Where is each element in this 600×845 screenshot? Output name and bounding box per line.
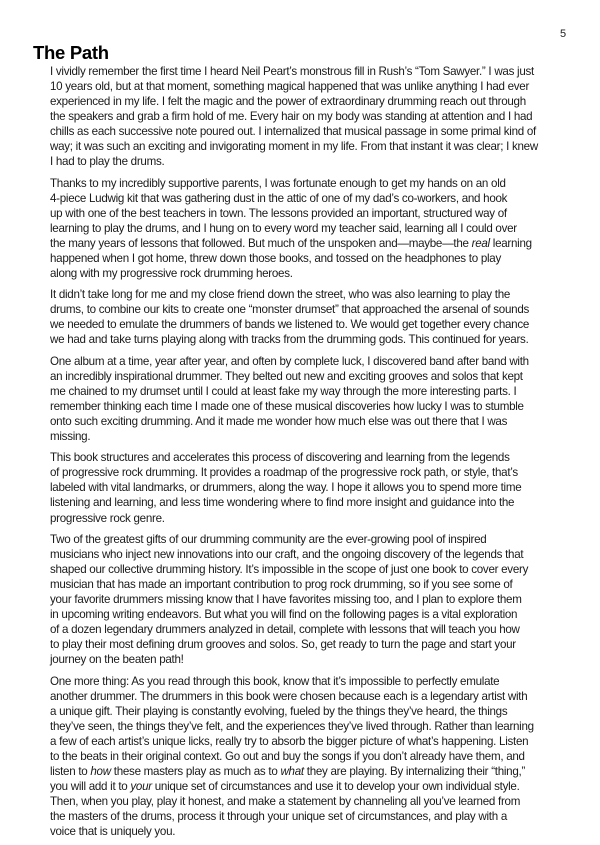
text-segment: of a dozen legendary drummers analyzed in detail, complete with lessons that will teach you how: [50, 623, 520, 637]
text-line: [50, 154, 570, 169]
text-line: [50, 562, 570, 577]
text-segment: listen to: [50, 764, 91, 778]
text-segment: One more thing: As you read through this book, know that it’s impossible to perfectly emulate: [50, 674, 500, 688]
paragraph: [50, 176, 570, 281]
text-line: [50, 429, 570, 444]
text-segment: listening and learning, and less time wondering where to find more insight and guidance into the: [50, 496, 515, 510]
text-segment: progressive rock genre.: [50, 511, 165, 525]
paragraph: [50, 64, 570, 169]
text-segment: journey on the beaten path!: [50, 653, 184, 667]
text-segment: missing.: [50, 429, 91, 443]
body-text: [50, 64, 570, 845]
text-line: [50, 465, 570, 480]
text-segment: 10 years old, but at that moment, something magical happened that was unlike anything I had ever: [50, 80, 530, 94]
text-segment: these masters play as much as to: [110, 764, 281, 778]
text-line: [50, 511, 570, 526]
text-line: [50, 124, 570, 139]
paragraph: [50, 674, 570, 840]
text-line: [50, 354, 570, 369]
text-line: [50, 689, 570, 704]
text-line: [50, 749, 570, 764]
text-line: [50, 109, 570, 124]
text-line: [50, 495, 570, 510]
text-segment: they are playing. By internalizing their “thing,”: [303, 764, 526, 778]
text-line: [50, 369, 570, 384]
text-segment: the many years of lessons that followed. But much of the unspoken and—maybe—the: [50, 236, 472, 250]
text-segment: a unique gift. Their playing is constantly evolving, fueled by the things they’ve heard, the things: [50, 704, 508, 718]
text-line: [50, 734, 570, 749]
text-segment: up with one of the best teachers in town. The lessons provided an important, structured way of: [50, 206, 507, 220]
text-segment: remember thinking each time I made one of these musical discoveries how lucky I was to stumble: [50, 399, 524, 413]
text-line: [50, 94, 570, 109]
text-segment: Then, when you play, play it honest, and make a statement by channeling all you’ve learned from: [50, 794, 521, 808]
text-line: [50, 251, 570, 266]
paragraph: [50, 354, 570, 444]
text-segment: they’ve seen, the things they’ve felt, and the experiences they’ve lived through. Rather than learning: [50, 719, 534, 733]
text-segment: the masters of the drums, process it through your unique set of circumstances, and play with a: [50, 809, 507, 823]
text-segment: labeled with vital landmarks, or drummers, along the way. I hope it allows you to spend more time: [50, 481, 522, 495]
text-segment: an incredibly inspirational drummer. They belted out new and exciting grooves and solos that kept: [50, 369, 523, 383]
text-segment: voice that is uniquely you.: [50, 825, 176, 839]
text-line: [50, 480, 570, 495]
text-line: [50, 206, 570, 221]
text-segment: way; it was such an exciting and invigorating moment in my life. From that instant it was clear; I knew: [50, 140, 538, 154]
text-segment: you will add it to: [50, 779, 131, 793]
italic-text: how: [90, 764, 111, 778]
paragraph: [50, 450, 570, 525]
text-line: [50, 719, 570, 734]
text-segment: to play their most defining drum grooves and solos. So, get ready to turn the page and start your: [50, 638, 516, 652]
paragraph: [50, 532, 570, 667]
text-line: [50, 592, 570, 607]
text-segment: another drummer. The drummers in this book were chosen because each is a legendary artist with: [50, 689, 528, 703]
text-line: [50, 64, 570, 79]
text-line: [50, 414, 570, 429]
text-line: [50, 547, 570, 562]
text-segment: shaped our collective drumming history. It’s impossible in the scope of just one book to cover every: [50, 562, 529, 576]
page-number: 5: [560, 28, 567, 40]
text-line: [50, 191, 570, 206]
text-segment: One album at a time, year after year, and often by complete luck, I discovered band after band with: [50, 354, 529, 368]
text-line: [50, 317, 570, 332]
text-line: [50, 266, 570, 281]
text-segment: learning to play the drums, and I hung on to every word my teacher said, learning all I could over: [50, 221, 517, 235]
text-segment: along with my progressive rock drumming heroes.: [50, 266, 293, 280]
text-segment: drums, to combine our kits to create one “monster drumset” that approached the arsenal of sounds: [50, 303, 529, 317]
text-line: [50, 607, 570, 622]
italic-text: real: [471, 236, 490, 250]
page-title: The Path: [33, 42, 109, 63]
text-segment: I had to play the drums.: [50, 155, 165, 169]
text-segment: learning: [489, 236, 532, 250]
text-line: [50, 637, 570, 652]
text-segment: we needed to emulate the drummers of bands we listened to. We would get together every chance: [50, 318, 530, 332]
text-segment: musician that has made an important contribution to prog rock drumming, so if you see some of: [50, 577, 513, 591]
text-segment: This book structures and accelerates this process of discovering and learning from the legends: [50, 451, 510, 465]
text-segment: I vividly remember the first time I heard Neil Peart’s monstrous fill in Rush’s “Tom Sawyer.” I was just: [50, 65, 534, 78]
text-segment: It didn’t take long for me and my close friend down the street, who was also learning to play the: [50, 288, 511, 302]
text-line: [50, 384, 570, 399]
text-segment: onto such exciting drumming. And it made me wonder how much else was out there that I was: [50, 414, 508, 428]
text-segment: unique set of circumstances and use it to develop your own individual style.: [151, 779, 520, 793]
text-line: [50, 302, 570, 317]
text-line: [50, 779, 570, 794]
text-line: [50, 674, 570, 689]
text-line: [50, 704, 570, 719]
italic-text: what: [280, 764, 304, 778]
text-line: [50, 79, 570, 94]
text-segment: me chained to my drumset until I could at least fake my way through the more interesting parts. I: [50, 384, 517, 398]
text-segment: Two of the greatest gifts of our drumming community are the ever-growing pool of inspired: [50, 532, 487, 546]
text-segment: in upcoming writing endeavors. But what you will find on the following pages is a vital exploration: [50, 608, 518, 622]
text-segment: your favorite drummers missing know that I have favorites missing too, and I plan to explore them: [50, 593, 522, 607]
text-segment: Thanks to my incredibly supportive parents, I was fortunate enough to get my hands on an old: [50, 176, 506, 190]
text-segment: to the beats in their original context. Go out and buy the songs if you don’t already have them, and: [50, 749, 525, 763]
text-line: [50, 399, 570, 414]
text-line: [50, 176, 570, 191]
text-segment: of progressive rock drumming. It provides a roadmap of the progressive rock path, or style, that’s: [50, 466, 518, 480]
text-line: [50, 652, 570, 667]
text-line: [50, 809, 570, 824]
text-line: [50, 577, 570, 592]
text-segment: a few of each artist’s unique licks, really try to absorb the bigger picture of what’s happening. Listen: [50, 734, 529, 748]
text-line: [50, 221, 570, 236]
italic-text: your: [130, 779, 152, 793]
text-line: [50, 764, 570, 779]
text-segment: chills as each successive note poured out. I internalized that musical passage in some primal kind of: [50, 125, 536, 139]
text-line: [50, 236, 570, 251]
text-segment: we had and take turns playing along with tracks from the drumming gods. This continued for years.: [50, 333, 529, 347]
text-line: [50, 287, 570, 302]
text-line: [50, 450, 570, 465]
paragraph: [50, 287, 570, 347]
text-segment: experienced in my life. I felt the magic and the power of extraordinary drumming reach out through: [50, 95, 526, 109]
text-line: [50, 332, 570, 347]
text-line: [50, 622, 570, 637]
text-segment: happened when I got home, threw down those books, and tossed on the headphones to play: [50, 251, 501, 265]
text-segment: 4-piece Ludwig kit that was gathering dust in the attic of one of my dad’s co-workers, and hook: [50, 191, 508, 205]
text-line: [50, 139, 570, 154]
text-segment: musicians who inject new innovations into our craft, and the ongoing discovery of the legends that: [50, 547, 524, 561]
text-segment: the speakers and grab a firm hold of me. Every hair on my body was standing at attention and I had: [50, 110, 533, 124]
text-line: [50, 824, 570, 839]
text-line: [50, 794, 570, 809]
text-line: [50, 532, 570, 547]
